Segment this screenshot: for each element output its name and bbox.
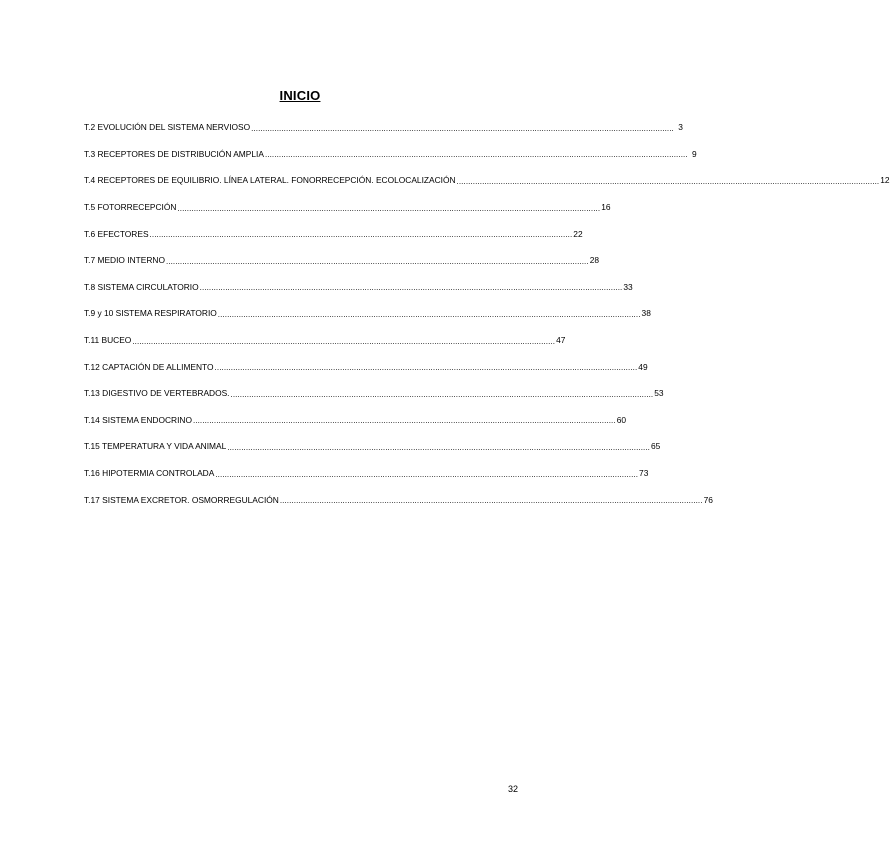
toc-entry-label: T.9 y 10 SISTEMA RESPIRATORIO: [84, 308, 217, 319]
toc-entry-label: T.13 DIGESTIVO DE VERTEBRADOS.: [84, 388, 230, 399]
toc-leader-dots: ......................................................................................................................................................................................: [132, 336, 556, 346]
toc-leader-dots: ......................................................................................................................................................................................: [199, 283, 623, 293]
toc-entry-label: T.2 EVOLUCIÓN DEL SISTEMA NERVIOSO: [84, 122, 251, 133]
toc-entry-page: 47: [556, 335, 566, 346]
toc-entry-page: 9: [692, 148, 697, 159]
toc-entry-page: 16: [601, 202, 611, 213]
toc-entry[interactable]: [84, 167, 890, 194]
toc-entry[interactable]: [84, 247, 600, 274]
toc-entry-page: 76: [703, 494, 713, 505]
toc-entry-label: T.14 SISTEMA ENDOCRINO: [84, 414, 192, 425]
toc-entry-page: 12: [880, 175, 890, 186]
toc-entry[interactable]: [84, 407, 627, 434]
toc-entry[interactable]: [84, 194, 611, 221]
toc-entry[interactable]: [84, 433, 661, 460]
toc-leader-dots: ......................................................................................................................................................................................: [177, 203, 601, 213]
toc-entry[interactable]: [84, 380, 664, 407]
toc-entry-page: 28: [589, 255, 600, 266]
toc-entry-label: T.5 FOTORRECEPCIÓN: [84, 202, 177, 213]
toc-entry-label: T.3 RECEPTORES DE DISTRIBUCIÓN AMPLIA: [84, 148, 264, 159]
toc-entry-label: T.8 SISTEMA CIRCULATORIO: [84, 281, 199, 292]
toc-entry-page: 3: [678, 122, 683, 133]
toc-entry[interactable]: [84, 486, 713, 513]
toc-entry[interactable]: [84, 460, 649, 487]
toc-entry-label: T.7 MEDIO INTERNO: [84, 255, 165, 266]
toc-leader-dots: ......................................................................................................................................................................................: [279, 496, 703, 506]
toc-entry[interactable]: [84, 114, 683, 141]
toc-entry-page: 73: [639, 468, 649, 479]
toc-leader-dots: ......................................................................................................................................................................................: [165, 256, 589, 266]
toc-entry-page: 22: [573, 228, 583, 239]
page-title: INICIO: [279, 88, 321, 103]
toc-entry-page: 49: [638, 361, 648, 372]
toc-entry-label: T.4 RECEPTORES DE EQUILIBRIO. LÍNEA LATERAL. FONORRECEPCIÓN. ECOLOCALIZACIÓN: [84, 175, 456, 186]
toc-entry[interactable]: [84, 274, 633, 301]
toc-entry-page: 38: [641, 308, 651, 319]
toc-leader-dots: ......................................................................................................................................................................................: [264, 150, 688, 160]
toc-leader-dots: ......................................................................................................................................................................................: [230, 389, 654, 399]
toc-leader-dots: ......................................................................................................................................................................................: [214, 363, 638, 373]
toc-entry-label: T.12 CAPTACIÓN DE ALLIMENTO: [84, 361, 214, 372]
toc-leader-dots: ......................................................................................................................................................................................: [251, 123, 674, 133]
toc-entry-label: T.15 TEMPERATURA Y VIDA ANIMAL: [84, 441, 227, 452]
toc-leader-dots: ......................................................................................................................................................................................: [192, 416, 616, 426]
toc-entry[interactable]: [84, 141, 697, 168]
toc-leader-dots: ......................................................................................................................................................................................: [227, 442, 651, 452]
toc-entry[interactable]: [84, 327, 566, 354]
toc-entry-page: 65: [651, 441, 661, 452]
toc-entry-label: T.17 SISTEMA EXCRETOR. OSMORREGULACIÓN: [84, 494, 279, 505]
toc-entry-page: 33: [623, 281, 633, 292]
toc-entry-label: T.11 BUCEO: [84, 335, 132, 346]
toc-entry[interactable]: [84, 300, 651, 327]
toc-entry[interactable]: [84, 220, 583, 247]
toc-entry-page: 60: [616, 414, 627, 425]
toc-leader-dots: ......................................................................................................................................................................................: [215, 469, 639, 479]
toc-entry-label: T.16 HIPOTERMIA CONTROLADA: [84, 468, 215, 479]
toc-leader-dots: ......................................................................................................................................................................................: [149, 230, 573, 240]
toc-entry-label: T.6 EFECTORES: [84, 228, 149, 239]
toc-entry-page: 53: [654, 388, 664, 399]
toc-leader-dots: ......................................................................................................................................................................................: [456, 176, 880, 186]
toc-leader-dots: ......................................................................................................................................................................................: [217, 309, 641, 319]
table-of-contents: [84, 114, 890, 513]
page-number: 32: [507, 784, 518, 794]
toc-entry[interactable]: [84, 353, 648, 380]
